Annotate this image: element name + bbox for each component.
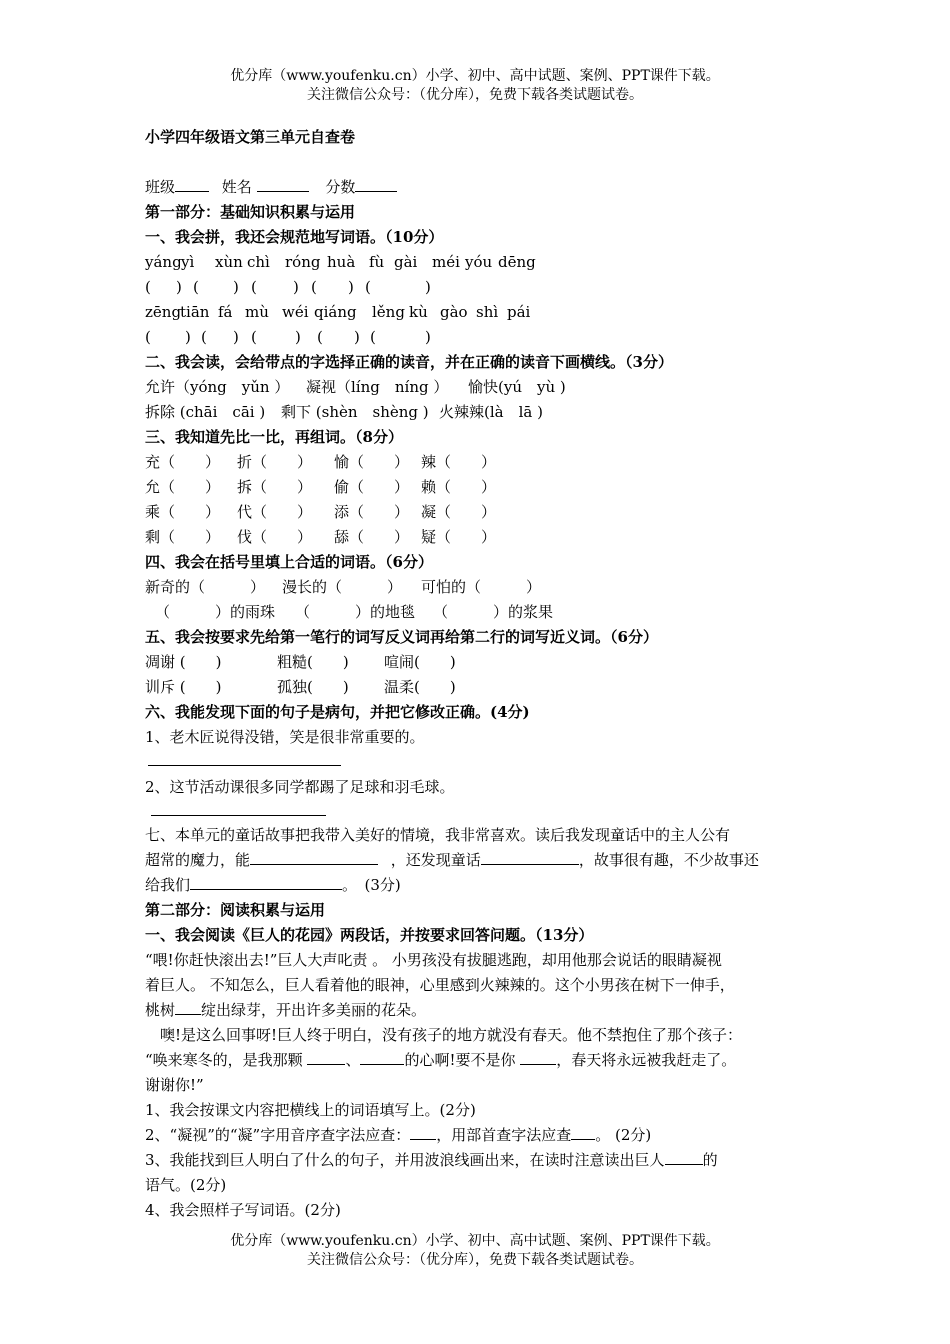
passage-line: 谢谢你!” xyxy=(145,1076,204,1094)
part1-heading: 第一部分：基础知识积累与运用 xyxy=(145,203,356,221)
header-line-1: 优分库（www.youfenku.cn）小学、初中、高中试题、案例、PPT课件下载。 xyxy=(230,68,720,84)
q7-line-1: 七、本单元的童话故事把我带入美好的情境，我非常喜欢。读后我发现童话中的主人公有 xyxy=(145,826,731,844)
score-blank[interactable] xyxy=(355,177,397,192)
blank[interactable] xyxy=(360,1050,404,1065)
reading-sub-question-2: 2、“凝视”的“凝”字用音序查字法应查： ，用部首查字法应查 。 (2分) xyxy=(145,1126,652,1144)
pinyin: chì xyxy=(247,253,270,271)
char-item[interactable]: 乘（ ） xyxy=(145,503,221,521)
reading-sub-question-3-cont: 语气。(2分) xyxy=(145,1176,227,1194)
q5-heading: 五、我会按要求先给第一笔行的词写反义词再给第二行的词写近义词。（6分） xyxy=(145,628,658,646)
name-label: 姓名 xyxy=(221,178,252,196)
passage-line: “喂!你赶快滚出去!”巨人大声叱责 。 小男孩没有拔腿逃跑，却用他那会说话的眼睛凝视 xyxy=(145,951,722,969)
char-item[interactable]: 偷（ ） xyxy=(334,478,410,496)
bracket-close: ) xyxy=(425,328,431,346)
bracket-open: ( xyxy=(145,328,151,346)
bracket-open: ( xyxy=(145,278,151,296)
reading-item[interactable]: 凝视（líng níng ） xyxy=(306,378,449,396)
pinyin: shì xyxy=(476,303,499,321)
fill-item[interactable]: 可怕的（ ） xyxy=(421,578,542,596)
class-label: 班级 xyxy=(145,178,176,196)
part2-heading: 第二部分：阅读积累与运用 xyxy=(145,901,326,919)
pinyin: mù xyxy=(245,303,269,321)
bracket-close: ) xyxy=(233,278,239,296)
blank[interactable] xyxy=(665,1150,703,1165)
pinyin: dēng xyxy=(498,253,536,271)
blank[interactable] xyxy=(250,850,378,865)
blank[interactable] xyxy=(481,850,579,865)
reading-item[interactable]: 愉快(yú yù ) xyxy=(468,378,566,396)
fill-item[interactable]: 新奇的（ ） xyxy=(145,578,266,596)
pinyin: yì xyxy=(181,253,195,271)
pinyin: qiáng xyxy=(314,303,357,321)
bracket-open: ( xyxy=(365,278,371,296)
word-item[interactable]: 喧闹( ) xyxy=(384,653,456,671)
blank[interactable] xyxy=(520,1050,556,1065)
word-item[interactable]: 孤独( ) xyxy=(277,678,349,696)
char-item[interactable]: 疑（ ） xyxy=(421,528,497,546)
bracket-close: ) xyxy=(425,278,431,296)
bracket-open: ( xyxy=(251,278,257,296)
fill-item[interactable]: （ ）的雨珠 xyxy=(155,603,276,621)
char-item[interactable]: 充（ ） xyxy=(145,453,221,471)
passage-line: 噢!是这么回事呀!巨人终于明白，没有孩子的地方就没有春天。他不禁抱住了那个孩子： xyxy=(145,1026,743,1044)
pinyin: pái xyxy=(507,303,531,321)
pinyin: wéi xyxy=(282,303,309,321)
reading-item[interactable]: 允许（yóng yǔn ） xyxy=(145,378,290,396)
pinyin: fù xyxy=(369,253,385,271)
char-item[interactable]: 添（ ） xyxy=(334,503,410,521)
reading-item[interactable]: 火辣辣(là lā ) xyxy=(439,403,543,421)
footer-line-2: 关注微信公众号：（优分库），免费下载各类试题试卷。 xyxy=(307,1252,643,1268)
q7-line-3: 给我们 。 (3分) xyxy=(145,876,401,894)
pinyin: tiān xyxy=(180,303,210,321)
footer-line-1: 优分库（www.youfenku.cn）小学、初中、高中试题、案例、PPT课件下载。 xyxy=(230,1233,720,1249)
pinyin: fá xyxy=(218,303,233,321)
bracket-open: ( xyxy=(311,278,317,296)
faulty-sentence-1: 1、老木匠说得没错，笑是很非常重要的。 xyxy=(145,728,425,746)
blank[interactable] xyxy=(410,1125,436,1140)
pinyin: yóu xyxy=(465,253,493,271)
q6-heading: 六、我能发现下面的句子是病句，并把它修改正确。(4分) xyxy=(145,703,530,721)
page-title: 小学四年级语文第三单元自查卷 xyxy=(145,128,356,146)
passage-line: “唤来寒冬的，是我那颗 、 的心啊!要不是你 ，春天将永远被我赶走了。 xyxy=(145,1051,737,1069)
char-item[interactable]: 舔（ ） xyxy=(334,528,410,546)
pinyin: méi xyxy=(432,253,460,271)
bracket-close: ) xyxy=(293,278,299,296)
bracket-close: ) xyxy=(233,328,239,346)
q7-line-2: 超常的魔力，能 ，还发现童话 ，故事很有趣，不少故事还 xyxy=(145,851,759,869)
pinyin: kù xyxy=(409,303,428,321)
q1-heading: 一、我会拼，我还会规范地写词语。（10分） xyxy=(145,228,444,246)
word-item[interactable]: 温柔( ) xyxy=(384,678,456,696)
bracket-close: ) xyxy=(354,328,360,346)
pinyin: huà xyxy=(327,253,356,271)
pinyin: gài xyxy=(394,253,418,271)
bracket-open: ( xyxy=(193,278,199,296)
fill-item[interactable]: 漫长的（ ） xyxy=(282,578,403,596)
pinyin: yáng xyxy=(145,253,182,271)
passage-line: 桃树 绽出绿芽，开出许多美丽的花朵。 xyxy=(145,1001,427,1019)
char-item[interactable]: 允（ ） xyxy=(145,478,221,496)
blank[interactable] xyxy=(571,1125,595,1140)
bracket-open: ( xyxy=(317,328,323,346)
bracket-open: ( xyxy=(251,328,257,346)
blank[interactable] xyxy=(175,1000,201,1015)
fill-item[interactable]: （ ）的地毯 xyxy=(295,603,416,621)
char-item[interactable]: 伐（ ） xyxy=(237,528,313,546)
q2-heading: 二、我会读，会给带点的字选择正确的读音，并在正确的读音下画横线。（3分） xyxy=(145,353,673,371)
bracket-close: ) xyxy=(295,328,301,346)
bracket-close: ) xyxy=(185,328,191,346)
bracket-open: ( xyxy=(201,328,207,346)
fill-item[interactable]: （ ）的浆果 xyxy=(433,603,554,621)
class-blank[interactable] xyxy=(175,177,209,192)
bracket-close: ) xyxy=(348,278,354,296)
passage-line: 着巨人。 不知怎么，巨人看着他的眼神，心里感到火辣辣的。这个小男孩在树下一伸手， xyxy=(145,976,735,994)
pinyin: gào xyxy=(440,303,468,321)
pinyin: zēng xyxy=(145,303,182,321)
answer-line-2[interactable] xyxy=(151,815,326,816)
reading-sub-question-4: 4、我会照样子写词语。(2分) xyxy=(145,1201,341,1219)
bracket-close: ) xyxy=(176,278,182,296)
word-item[interactable]: 粗糙( ) xyxy=(277,653,349,671)
char-item[interactable]: 辣（ ） xyxy=(421,453,497,471)
char-item[interactable]: 折（ ） xyxy=(237,453,313,471)
bracket-open: ( xyxy=(370,328,376,346)
header-line-2: 关注微信公众号：（优分库），免费下载各类试题试卷。 xyxy=(307,87,643,103)
q3-heading: 三、我知道先比一比，再组词。（8分） xyxy=(145,428,403,446)
name-blank[interactable] xyxy=(257,177,309,192)
word-item[interactable]: 训斥 ( ) xyxy=(145,678,222,696)
pinyin: xùn xyxy=(215,253,243,271)
pinyin: róng xyxy=(285,253,321,271)
q4-heading: 四、我会在括号里填上合适的词语。（6分） xyxy=(145,553,433,571)
blank[interactable] xyxy=(190,875,342,890)
score-label: 分数 xyxy=(325,178,356,196)
char-item[interactable]: 凝（ ） xyxy=(421,503,497,521)
char-item[interactable]: 愉（ ） xyxy=(334,453,410,471)
pinyin: lěng xyxy=(372,303,405,321)
blank[interactable] xyxy=(307,1050,345,1065)
char-item[interactable]: 拆（ ） xyxy=(237,478,313,496)
reading-item[interactable]: 拆除 (chāi cāi ) xyxy=(145,403,266,421)
reading-sub-question-1: 1、我会按课文内容把横线上的词语填写上。(2分) xyxy=(145,1101,476,1119)
char-item[interactable]: 代（ ） xyxy=(237,503,313,521)
reading-q1-heading: 一、我会阅读《巨人的花园》两段话，并按要求回答问题。（13分） xyxy=(145,926,594,944)
answer-line-1[interactable] xyxy=(148,765,341,766)
reading-item[interactable]: 剩下 (shèn shèng ) xyxy=(281,403,429,421)
reading-sub-question-3: 3、我能找到巨人明白了什么的句子，并用波浪线画出来，在读时注意读出巨人 的 xyxy=(145,1151,718,1169)
word-item[interactable]: 凋谢 ( ) xyxy=(145,653,222,671)
student-info xyxy=(145,177,397,197)
char-item[interactable]: 剩（ ） xyxy=(145,528,221,546)
char-item[interactable]: 赖（ ） xyxy=(421,478,497,496)
faulty-sentence-2: 2、这节活动课很多同学都踢了足球和羽毛球。 xyxy=(145,778,455,796)
